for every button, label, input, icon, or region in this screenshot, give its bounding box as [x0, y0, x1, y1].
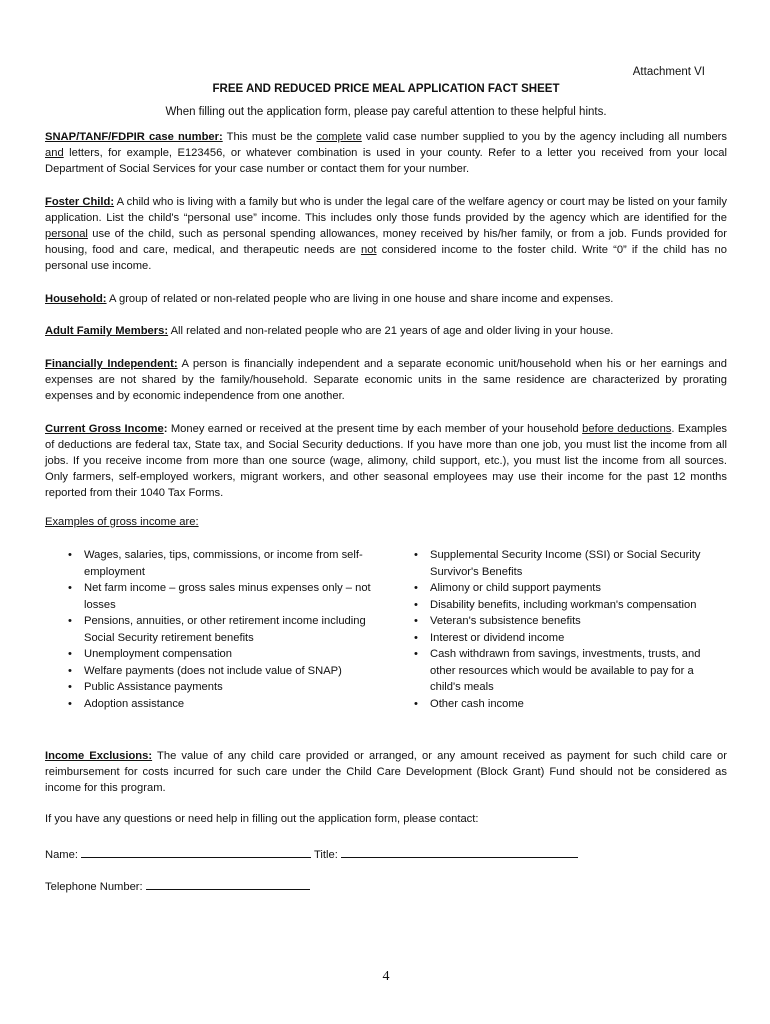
attachment-label: Attachment VI [632, 66, 705, 78]
name-title-line [45, 846, 578, 861]
list-item: • Welfare payments (does not include value of SNAP) [66, 663, 386, 680]
list-item: • Alimony or child support payments [412, 580, 717, 597]
list-item: • Disability benefits, including workman's compensation [412, 597, 717, 614]
title-label: Title: [311, 849, 341, 861]
snap-text-3: letters, for example, E123456, or whatever combination is used in your county. Refer to a letter you received from your local Department of Social Services for your case number or contact them for your number. [45, 147, 727, 175]
examples-list-left [66, 547, 386, 712]
list-item: • Veteran's subsistence benefits [412, 613, 717, 630]
list-item: • Wages, salaries, tips, commissions, or income from self-employment [66, 547, 386, 580]
snap-label: SNAP/TANF/FDPIR case number: [45, 131, 223, 143]
name-field[interactable] [81, 846, 311, 858]
list-item: • Cash withdrawn from savings, investments, trusts, and other resources which would be available to pay for a child's meals [412, 646, 717, 696]
gross-emphasis-before-deductions: before deductions [582, 423, 672, 435]
telephone-line [45, 878, 310, 893]
income-exclusions-section [45, 748, 727, 796]
independent-text: A person is financially independent and a separate economic unit/household when his or her earnings and expenses are not shared by the family/household. Separate economic units in the same residence are characterized by prorating expenses and by economic independence from one another. [45, 358, 727, 402]
list-item: • Other cash income [412, 696, 717, 713]
exclusions-text: The value of any child care provided or arranged, or any amount received as payment for such child care or reimbursement for costs incurred for such care under the Child Care Development (Block Grant) Fund should not be considered as income for this program. [45, 750, 727, 794]
financially-independent-section [45, 356, 727, 404]
snap-text-2: valid case number supplied to you by the agency including all numbers [361, 131, 727, 143]
telephone-field[interactable] [146, 878, 310, 890]
snap-text-1: This must be the [222, 131, 317, 143]
gross-text-2: . Examples of deductions are federal tax, State tax, and Social Security deductions. If you have more than one job, you must list the income from all jobs. If you receive income from more than one source (wage, alimony, child support, etc.), you must list the income from all sources. Only farmers, self-employed workers, migrant workers, and other seasonal employees may use their income for the past 12 months reported from their 1040 Tax Forms. [45, 423, 728, 499]
document-title: FREE AND REDUCED PRICE MEAL APPLICATION FACT SHEET [212, 83, 560, 95]
gross-text-1: Money earned or received at the present time by each member of your household [167, 423, 583, 435]
foster-emphasis-not: not [360, 244, 377, 256]
independent-label: Financially Independent: [45, 358, 178, 370]
current-gross-income-section [45, 421, 727, 501]
adult-text: All related and non-related people who are 21 years of age and older living in your house. [168, 325, 614, 337]
snap-emphasis-and: and [45, 147, 64, 159]
title-field[interactable] [341, 846, 578, 858]
household-section [45, 291, 727, 307]
foster-label: Foster Child: [45, 196, 115, 208]
contact-intro: If you have any questions or need help in filling out the application form, please contact: [45, 813, 479, 825]
household-text: A group of related or non-related people who are living in one house and share income and expenses. [106, 293, 614, 305]
list-item: • Interest or dividend income [412, 630, 717, 647]
list-item: • Unemployment compensation [66, 646, 386, 663]
gross-label-colon: : [163, 423, 168, 435]
foster-text-3: considered income to the foster child. Write “0” if the child has no personal use income. [45, 244, 727, 272]
adult-label: Adult Family Members: [45, 325, 169, 337]
foster-child-section [45, 194, 727, 274]
list-item: • Adoption assistance [66, 696, 386, 713]
exclusions-label: Income Exclusions: [45, 750, 153, 762]
examples-heading: Examples of gross income are: [45, 516, 199, 528]
name-label: Name: [45, 849, 82, 861]
adult-family-members-section [45, 323, 727, 339]
snap-case-number-section [45, 129, 727, 177]
list-item: • Net farm income – gross sales minus expenses only – not losses [66, 580, 386, 613]
list-item: • Public Assistance payments [66, 679, 386, 696]
foster-emphasis-personal: personal [45, 228, 88, 240]
examples-list-right [412, 547, 717, 712]
intro-text: When filling out the application form, please pay careful attention to these helpful hints. [165, 106, 607, 118]
foster-text-1: A child who is living with a family but who is under the legal care of the welfare agency or court may be listed on your family application. List the child's “personal use” income. This includes only those funds provided by the agency which are identified for the [45, 196, 727, 224]
foster-text-2: use of the child, such as personal spending allowances, money received by his/her family, or from a job. Funds provided for housing, food and care, medical, and therapeutic needs are [45, 228, 727, 256]
telephone-label: Telephone Number: [45, 881, 146, 893]
household-label: Household: [45, 293, 107, 305]
list-item: • Pensions, annuities, or other retirement income including Social Security retirement benefits [66, 613, 386, 646]
gross-label: Current Gross Income [45, 423, 164, 435]
list-item: • Supplemental Security Income (SSI) or Social Security Survivor's Benefits [412, 547, 717, 580]
snap-emphasis-complete: complete [316, 131, 362, 143]
page-number: 4 [382, 969, 390, 984]
